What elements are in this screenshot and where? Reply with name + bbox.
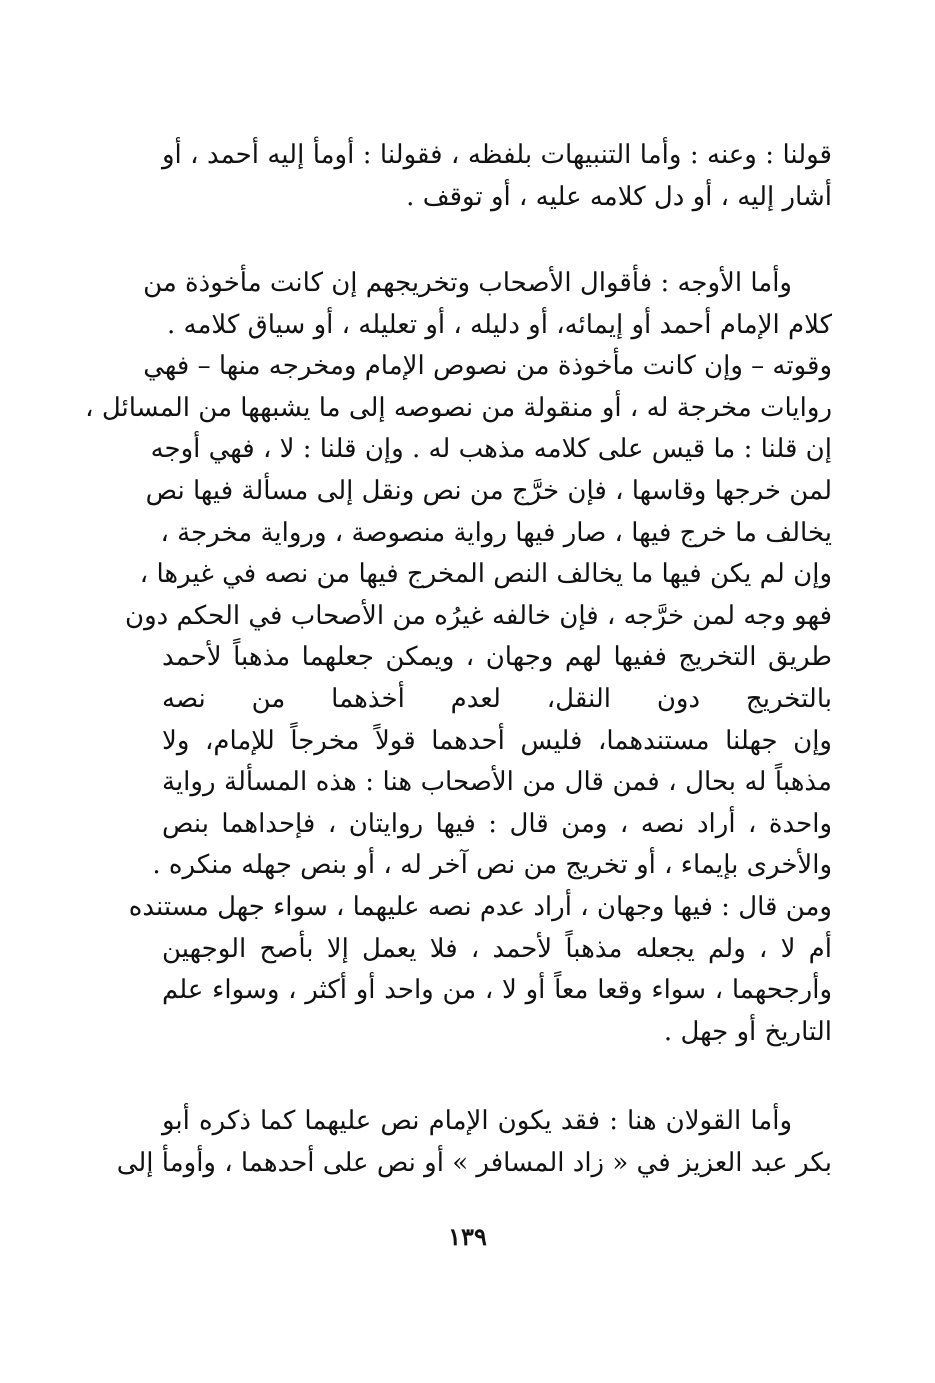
text-line: وأما القولان هنا : فقد يكون الإمام نص عليهما كما ذكره أبو [162,1106,792,1136]
paragraph-1 [162,135,832,218]
text-line: والأخرى بإيماء ، أو تخريج من نص آخر له ، أو بنص جهله منكره . [152,850,832,881]
text-line: روايات مخرجة له ، أو منقولة من نصوصه إلى ما يشبهها من المسائل ، [85,392,832,423]
page-number: ١٣٩ [448,1222,487,1251]
text-line: بالتخريج دون النقل، لعدم أخذهما من نصه [162,683,832,714]
paragraph-2 [85,263,832,1053]
text-line: التاريخ أو جهل . [663,1016,832,1047]
text-line: وأما الأوجه : فأقوال الأصحاب وتخريجهم إن كانت مأخوذة من [143,268,792,298]
text-line: وإن لم يكن فيها ما يخالف النص المخرج فيها من نصه في غيرها ، [139,559,832,590]
text-line: أم لا ، ولم يجعله مذهباً لأحمد ، فلا يعمل إلا بأصح الوجهين [162,933,832,964]
text-line: وقوته – وإن كانت مأخوذة من نصوص الإمام ومخرجه منها – فهي [143,351,832,382]
text-line: وأرجحهما ، سواء وقعا معاً أو لا ، من واحد أو أكثر ، وسواء علم [162,975,832,1006]
text-line: لمن خرجها وقاسها ، فإن خرَّج من نص ونقل إلى مسألة فيها نص [145,475,832,506]
text-line: يخالف ما خرج فيها ، صار فيها رواية منصوصة ، ورواية مخرجة ، [160,517,832,548]
paragraph-3 [116,1101,832,1184]
text-line: واحدة ، أراد نصه ، ومن قال : فيها روايتان ، فإحداهما بنص [162,808,832,839]
text-line: قولنا : وعنه : وأما التنبيهات بلفظه ، فقولنا : أومأ إليه أحمد ، أو [162,140,832,170]
text-line: وإن جهلنا مستندهما، فليس أحدهما قولاً مخرجاً للإمام، ولا [162,725,832,756]
text-line: طريق التخريج ففيها لهم وجهان ، ويمكن جعلهما مذهباً لأحمد [162,642,832,673]
text-line: إن قلنا : ما قيس على كلامه مذهب له . وإن قلنا : لا ، فهي أوجه [150,434,832,465]
text-line: بكر عبد العزيز في « زاد المسافر » أو نص على أحدهما ، وأومأ إلى [116,1147,832,1178]
text-line: فهو وجه لمن خرَّجه ، فإن خالفه غيرُه من الأصحاب في الحكم دون [125,600,832,631]
text-line: أشار إليه ، أو دل كلامه عليه ، أو توقف . [406,181,832,212]
text-line: ومن قال : فيها وجهان ، أراد عدم نصه عليهما ، سواء جهل مستنده [128,891,832,922]
text-line: مذهباً له بحال ، فمن قال من الأصحاب هنا : هذه المسألة رواية [162,767,832,798]
text-line: كلام الإمام أحمد أو إيمائه، أو دليله ، أو تعليله ، أو سياق كلامه . [167,309,832,340]
